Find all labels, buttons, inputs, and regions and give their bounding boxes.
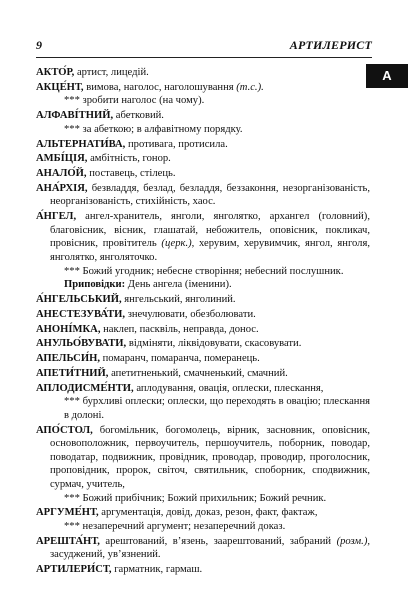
entry-alternatyva — [36, 138, 370, 152]
headword: АНОНІ́МКА, — [36, 323, 101, 335]
entry-apetytnyi — [36, 367, 370, 381]
usage-label: (т.с.). — [236, 81, 264, 93]
synonyms: артист, лицедій. — [74, 67, 149, 78]
synonyms: безвладдя, безлад, безладдя, беззаконня, незорганізованість, неорганізованість, стихійність, хаос. — [50, 182, 370, 208]
phrase-note: *** незаперечний аргумент; незаперечний доказ. — [64, 521, 286, 532]
synonyms: аргументація, довід, доказ, резон, факт, фактаж, — [98, 507, 318, 519]
headword: АЛЬТЕРНАТИ́ВА, — [36, 138, 126, 150]
synonyms: апетитненький, смачненький, смачний. — [108, 367, 288, 379]
headword: АНЕСТЕЗУВА́ТИ, — [36, 308, 126, 320]
headword: АНАЛО́Й, — [36, 168, 87, 180]
headword: АРЕШТА́НТ, — [36, 535, 100, 547]
synonyms: знечулювати, обезболювати. — [125, 308, 256, 320]
headword: АПЛОДИСМЕ́НТИ, — [36, 382, 134, 394]
header-rule — [36, 57, 372, 58]
entry-arhument — [36, 506, 370, 533]
synonyms: амбітність, гонор. — [87, 153, 171, 165]
phrase-note: *** Божий угодник; небесне створіння; небесний послушник. — [64, 265, 344, 277]
headword: А́НГЕЛЬСЬКИЙ, — [36, 294, 122, 305]
headword: АНА́РХІЯ, — [36, 182, 88, 194]
synonyms: богомільник, богомолець, вірник, засновник, оповісник, основоположник, первоучитель, першоучитель, поборник, поводар, поводатар, подвижник, провідник, проводар, проводир, проголосник, проповідник, пророк, світоч, святильник, споборник, сподвижник, сурмач, учитель, — [50, 424, 370, 491]
entry-alfavitnyi — [36, 109, 370, 136]
usage-label: (розм.), — [336, 535, 370, 547]
entry-anestezuvaty — [36, 308, 370, 322]
entry-aktsent — [36, 81, 370, 108]
phrase-note: *** за абеткою; в алфавітному порядку. — [64, 123, 243, 135]
synonyms: абетковий. — [113, 110, 164, 122]
headword: АМБІ́ЦІЯ, — [36, 153, 88, 165]
phrase-note: *** зробити наголос (на чому). — [64, 95, 205, 107]
entry-ambitsiia — [36, 152, 370, 166]
entry-apelsyn — [36, 352, 370, 366]
headword: АЛФАВІ́ТНИЙ, — [36, 110, 114, 122]
entry-artylerist — [36, 563, 370, 577]
entry-aplodysmenty — [36, 382, 370, 423]
headword: АРГУМЕ́НТ, — [36, 507, 99, 519]
headword: АПЕЛЬСИ́Н, — [36, 353, 100, 365]
headword: А́НГЕЛ, — [36, 211, 77, 223]
synonyms: наклеп, пасквіль, неправда, донос. — [100, 323, 259, 335]
synonyms-cont: херувим, херувимчик, янгол, янголя, янголятко, янголяточко. — [50, 238, 370, 264]
synonyms: аплодування, овація, оплески, плескання, — [133, 382, 324, 394]
headword: АНУЛЬО́ВУВАТИ, — [36, 338, 127, 350]
entry-analoi — [36, 167, 370, 181]
headword: АРТИЛЕРИ́СТ, — [36, 564, 112, 576]
phrase-note: *** бурхливі оплески; оплески, що переходять в овацію; плескання в долоні. — [64, 396, 370, 421]
phrase-note: *** Божий прибічник; Божий прихильник; Божий речник. — [64, 492, 327, 504]
entry-aktor — [36, 66, 370, 80]
usage-label: (церк.), — [161, 238, 195, 250]
entry-apostol — [36, 424, 370, 506]
page-header — [36, 38, 372, 56]
synonyms: помаранч, помаранча, померанець. — [99, 353, 260, 365]
synonyms: ангел-хранитель, янголи, янголятко, архангел (головний), благовісник, вісник, глашатай, небожитель, оповісник, покликач, провісник, провітитель — [50, 211, 370, 250]
page-number: 9 — [36, 38, 42, 52]
synonyms: гарматник, гармаш. — [111, 564, 203, 576]
entry-anarkhiia — [36, 182, 370, 209]
headword: АКТО́Р, — [36, 67, 75, 78]
headword: АПЕТИ́ТНИЙ, — [36, 367, 109, 379]
entry-anhel — [36, 210, 370, 292]
synonyms: відміняти, ліквідовувати, скасовувати. — [126, 338, 302, 350]
headword: АКЦЕ́НТ, — [36, 81, 84, 93]
synonyms: арештований, в’язень, заарештований, забраний — [99, 535, 337, 547]
section-tab: А — [366, 64, 408, 88]
synonyms: поставець, стілець. — [86, 168, 176, 180]
synonyms: противага, протисила. — [125, 138, 228, 150]
saying-label: Приповідки: — [64, 279, 126, 291]
synonyms-cont: засуджений, ув’язнений. — [50, 549, 161, 561]
running-head: АРТИЛЕРИСТ — [289, 38, 372, 52]
entry-anulovuvaty — [36, 337, 370, 351]
synonyms: янгельський, янголиний. — [121, 294, 236, 305]
saying-line — [50, 278, 370, 292]
dictionary-entries — [36, 66, 370, 578]
entry-anhelskyi — [36, 293, 370, 307]
saying-text: День ангела (іменини). — [125, 279, 232, 291]
headword: АПО́СТОЛ, — [36, 424, 93, 436]
entry-areshtant — [36, 535, 370, 562]
entry-anonimka — [36, 323, 370, 337]
synonyms: вимова, наголос, наголошування — [83, 81, 237, 93]
